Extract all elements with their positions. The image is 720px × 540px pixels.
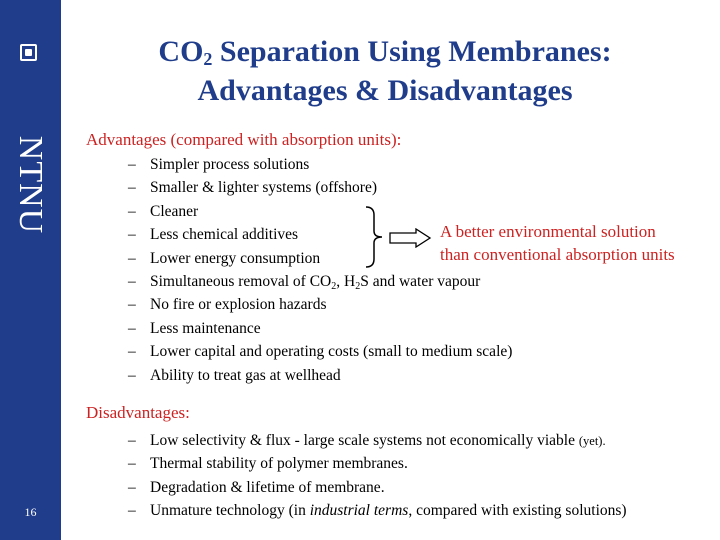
list-item: – Thermal stability of polymer membranes. [128,455,408,473]
list-item: – Lower capital and operating costs (small to medium scale) [128,343,513,361]
list-item: – Lower energy consumption [128,249,321,267]
list-item: – Degradation & lifetime of membrane. [128,478,385,496]
brand-wordmark: NTNU [12,135,49,235]
list-item: – Smaller & lighter systems (offshore) [128,179,378,197]
title-line-1: $CO_2$ Separation Using Membranes: [158,35,612,69]
advantages-list [128,153,512,387]
right-arrow-icon [388,228,432,248]
callout-text: A better environmental solution than conventional absorption units [440,222,675,264]
ntnu-logo-icon [20,44,37,61]
disadvantages-list [128,429,627,523]
list-item: – Less maintenance [128,319,261,337]
list-item: – Less chemical additives [128,226,299,244]
slide-title [80,32,690,110]
list-item: – Low selectivity & flux - large scale systems not economically viable (yet). [128,432,606,449]
advantages-heading: Advantages (compared with absorption units): [86,130,402,149]
list-item: – Cleaner [128,202,199,220]
list-item: – Simpler process solutions [128,156,310,173]
list-item: – Simultaneous removal of $CO_2$, $H_2S$ and water vapour [128,272,481,292]
page-number: 16 [24,505,37,519]
title-line-2: Advantages & Disadvantages [197,74,573,107]
curly-brace-icon [364,205,386,269]
list-item: – Ability to treat gas at wellhead [128,366,341,384]
list-item: – Unmature technology (in industrial terms, compared with existing solutions) [128,502,627,520]
list-item: – No fire or explosion hazards [128,296,327,314]
disadvantages-heading: Disadvantages: [86,403,190,422]
sidebar [0,0,61,540]
